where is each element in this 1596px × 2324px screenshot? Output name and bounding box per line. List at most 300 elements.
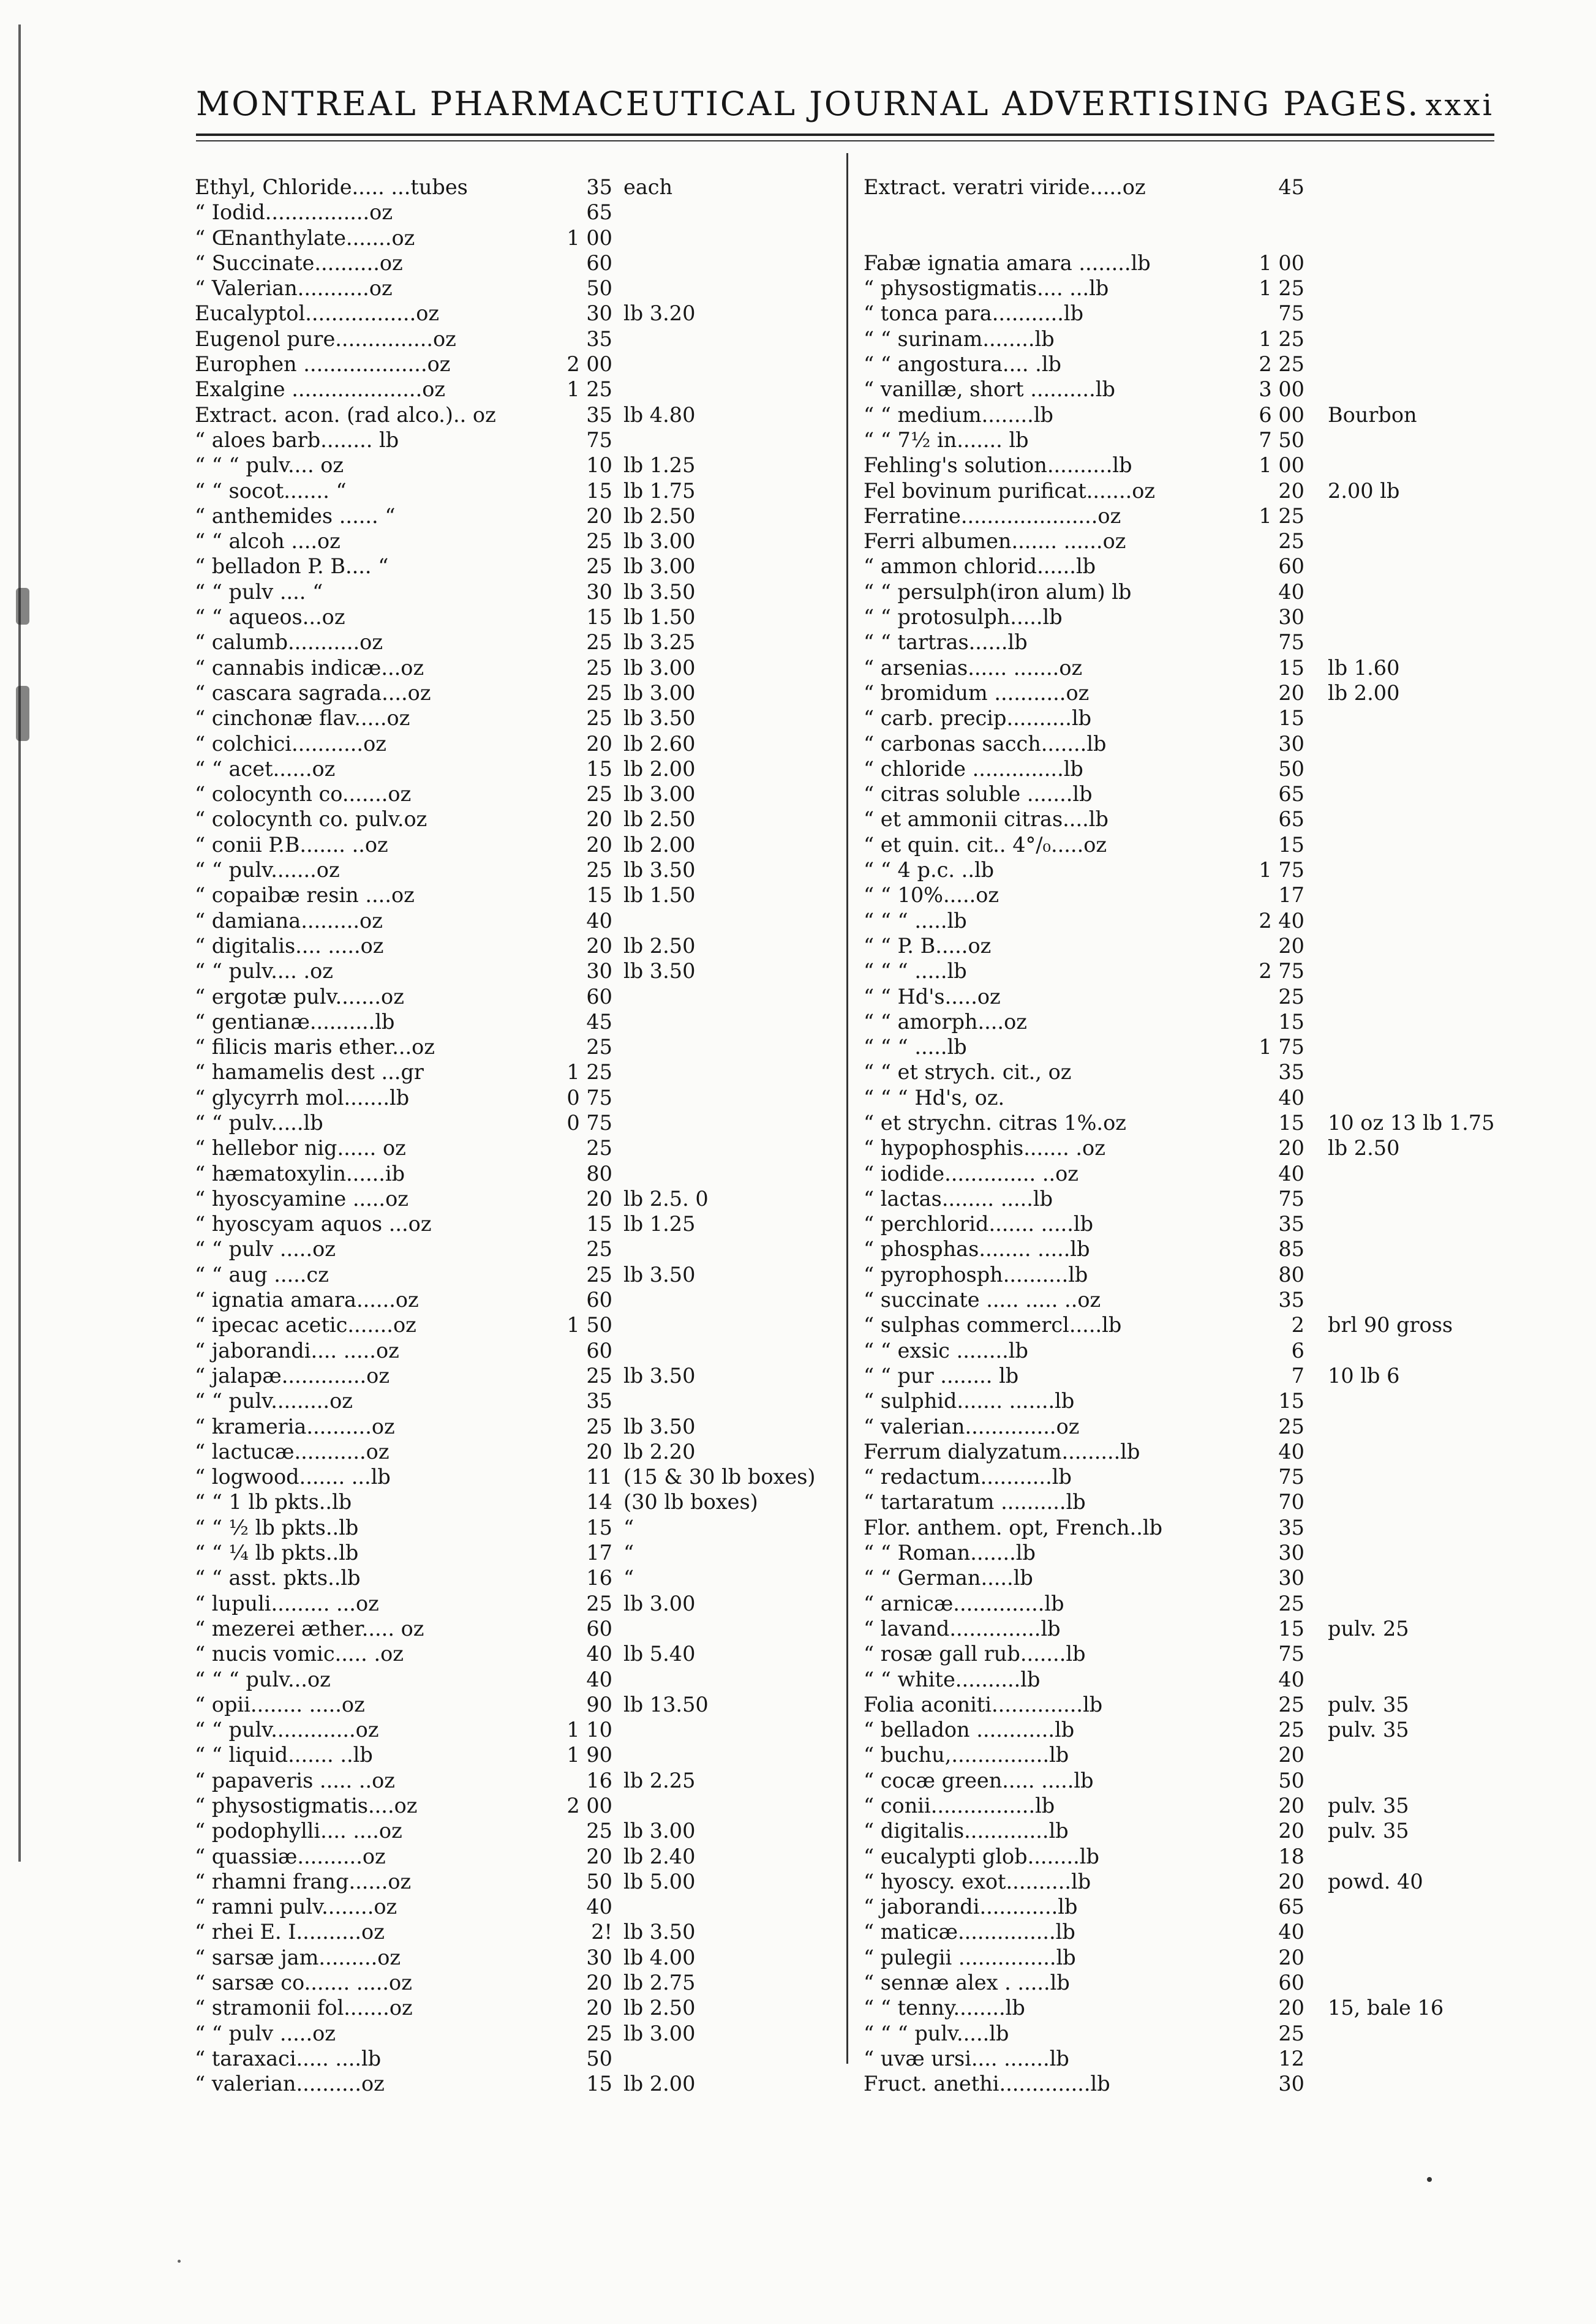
price-list-row <box>864 326 1500 352</box>
item-price: 40 <box>1278 579 1304 604</box>
price-list-row <box>195 1869 838 1894</box>
item-price: 30 <box>1278 731 1304 756</box>
item-note: lb 1.75 <box>623 478 696 503</box>
item-price: 30 <box>1278 1541 1304 1565</box>
item-price: 20 <box>1278 1794 1304 1818</box>
item-price: 65 <box>1278 782 1304 807</box>
item-note: lb 5.40 <box>623 1642 696 1666</box>
item-price: 75 <box>1278 301 1304 326</box>
item-price: 90 <box>586 1692 612 1717</box>
item-price: 40 <box>1278 1085 1304 1110</box>
price-list-row <box>864 857 1500 882</box>
item-note: lb 3.00 <box>623 554 696 579</box>
item-price: 25 <box>1278 1591 1304 1615</box>
item-name: Fel bovinum purificat.......oz <box>864 478 1156 503</box>
item-name: “ eucalypti glob........lb <box>864 1844 1099 1868</box>
price-list-row <box>864 1135 1500 1160</box>
item-price: 65 <box>586 200 612 225</box>
price-list-row <box>864 1793 1500 1818</box>
item-price: 40 <box>586 908 612 933</box>
item-name: “ hamamelis dest ...gr <box>195 1060 424 1085</box>
price-list-row <box>195 301 838 326</box>
item-price: 15 <box>1278 655 1304 680</box>
item-name: “ arnicæ..............lb <box>864 1591 1064 1615</box>
item-price: 18 <box>1278 1844 1304 1868</box>
item-price: 15 <box>1278 1009 1304 1034</box>
item-name: “ “ “ pulv...oz <box>195 1667 331 1691</box>
item-name: “ “ pulv .....oz <box>195 1237 336 1262</box>
item-name: “ conii P.B....... ..oz <box>195 832 388 857</box>
price-list-row <box>195 1692 838 1717</box>
item-price: 1 25 <box>1259 503 1304 528</box>
item-note: lb 2.50 <box>623 503 696 528</box>
price-list-row <box>195 1312 838 1337</box>
item-name: “ sulphas commercl.....lb <box>864 1313 1122 1337</box>
item-note: lb 3.00 <box>623 655 696 680</box>
item-price: 2 40 <box>1259 908 1304 933</box>
item-price: 40 <box>1278 1439 1304 1464</box>
price-list-row <box>864 1287 1500 1312</box>
item-name: “ vanillæ, short ..........lb <box>864 377 1115 402</box>
price-list-row <box>864 933 1500 958</box>
item-name: “ rosæ gall rub.......lb <box>864 1642 1086 1666</box>
price-list-row <box>864 781 1500 807</box>
item-price: 0 75 <box>567 1110 612 1135</box>
item-price: 1 75 <box>1259 1035 1304 1059</box>
item-name: “ citras soluble .......lb <box>864 782 1093 807</box>
item-name: Fehling's solution..........lb <box>864 453 1132 478</box>
item-name: “ “ “ pulv.....lb <box>864 2021 1009 2045</box>
item-note: lb 1.50 <box>623 883 696 908</box>
item-price: 25 <box>586 782 612 807</box>
price-list-row <box>195 250 838 276</box>
price-list-row <box>195 402 838 427</box>
price-list-row <box>195 200 838 225</box>
item-price: 20 <box>1278 680 1304 705</box>
item-name: “ Valerian...........oz <box>195 276 393 301</box>
item-price: 25 <box>586 630 612 655</box>
item-note: brl 90 gross <box>1328 1313 1453 1337</box>
item-price: 25 <box>586 680 612 705</box>
item-price: 16 <box>586 1768 612 1792</box>
item-note: lb 2.00 <box>623 2072 696 2096</box>
item-name: “ rhamni frang......oz <box>195 1869 412 1893</box>
price-list-row <box>195 1742 838 1767</box>
item-name: “ iodide.............. ..oz <box>864 1161 1078 1186</box>
item-price: 1 10 <box>567 1718 612 1742</box>
header-rule <box>196 133 1494 136</box>
item-name: “ opii........ .....oz <box>195 1692 365 1717</box>
price-list-row <box>864 2021 1500 2046</box>
item-name: “ pulegii ...............lb <box>864 1945 1076 1969</box>
page-edge-binding <box>18 24 29 1862</box>
price-list-row <box>195 1768 838 1793</box>
item-price: 75 <box>1278 630 1304 655</box>
price-list-row <box>195 1135 838 1160</box>
item-name: “ conii................lb <box>864 1794 1055 1818</box>
item-price: 20 <box>586 731 612 756</box>
item-name: “ cinchonæ flav.....oz <box>195 706 410 731</box>
price-list-row <box>195 427 838 453</box>
price-list-row <box>195 756 838 781</box>
item-name: “ “ “ pulv.... oz <box>195 453 344 478</box>
price-list-row <box>864 705 1500 731</box>
item-price: 20 <box>586 1971 612 1995</box>
price-list-row <box>195 2071 838 2096</box>
price-list-row <box>195 1717 838 1742</box>
item-price: 75 <box>1278 1642 1304 1666</box>
item-note: lb 2.40 <box>623 1844 696 1868</box>
price-list-row <box>195 857 838 882</box>
price-list-row <box>864 1742 1500 1767</box>
item-note: pulv. 35 <box>1328 1692 1409 1717</box>
item-note: lb 3.00 <box>623 782 696 807</box>
item-name: “ sennæ alex . .....lb <box>864 1971 1070 1995</box>
item-name: “ hyoscyam aquos ...oz <box>195 1212 432 1236</box>
item-note: each <box>623 175 673 199</box>
item-price: 1 25 <box>567 1060 612 1085</box>
price-list-row <box>195 579 838 604</box>
item-note: lb 3.50 <box>623 1414 696 1438</box>
item-name: Ferrum dialyzatum.........lb <box>864 1439 1140 1464</box>
price-list-row <box>195 326 838 352</box>
item-name: “ sarsæ jam.........oz <box>195 1945 401 1969</box>
price-list-row <box>195 1995 838 2020</box>
item-name: “ valerian..............oz <box>864 1414 1080 1438</box>
item-price: 25 <box>586 1035 612 1059</box>
item-price: 25 <box>586 554 612 579</box>
price-list-row <box>195 781 838 807</box>
item-price: 60 <box>586 984 612 1009</box>
item-price: 2 <box>1291 1313 1304 1337</box>
price-list-row <box>195 832 838 857</box>
price-list-row <box>195 352 838 377</box>
item-note: Bourbon <box>1328 402 1417 427</box>
item-name: “ “ pulv .....oz <box>195 2021 336 2045</box>
price-list-row <box>864 655 1500 680</box>
item-note: lb 3.50 <box>623 858 696 882</box>
item-price: 30 <box>1278 1566 1304 1590</box>
item-name: “ “ pulv.... .oz <box>195 959 333 983</box>
item-price: 25 <box>586 1591 612 1615</box>
price-list-row <box>195 1110 838 1135</box>
item-name: “ colocynth co.......oz <box>195 782 412 807</box>
price-list-row <box>195 1161 838 1186</box>
price-list-row <box>195 1034 838 1059</box>
price-list-row <box>864 1236 1500 1262</box>
price-list-row <box>195 1211 838 1236</box>
item-note: “ <box>623 1566 634 1590</box>
price-list-row <box>195 1236 838 1262</box>
item-note: lb 2.75 <box>623 1971 696 1995</box>
item-name: Eugenol pure...............oz <box>195 326 456 351</box>
item-price: 30 <box>586 301 612 326</box>
item-price: 25 <box>586 655 612 680</box>
item-name: Eucalyptol.................oz <box>195 301 440 326</box>
item-name: Folia aconiti..............lb <box>864 1692 1103 1717</box>
price-list-row <box>864 1211 1500 1236</box>
item-note: lb 2.5. 0 <box>623 1186 709 1211</box>
item-price: 25 <box>1278 1414 1304 1438</box>
item-name: “ “ persulph(iron alum) lb <box>864 579 1132 604</box>
item-name: “ stramonii fol.......oz <box>195 1996 413 2020</box>
price-list-row <box>864 1894 1500 1919</box>
item-note: lb 1.50 <box>623 605 696 630</box>
item-price: 6 <box>1291 1338 1304 1363</box>
item-price: 50 <box>1278 1768 1304 1792</box>
item-name: “ “ “ .....lb <box>864 908 967 933</box>
item-price: 30 <box>586 1945 612 1969</box>
item-price: 40 <box>586 1667 612 1691</box>
price-list-row <box>195 807 838 832</box>
item-price: 20 <box>1278 1819 1304 1843</box>
item-name: “ krameria..........oz <box>195 1414 395 1438</box>
item-name: “ mezerei æther..... oz <box>195 1616 424 1641</box>
item-name: “ “ “ .....lb <box>864 959 967 983</box>
item-note: lb 3.50 <box>623 579 696 604</box>
page-title: MONTREAL PHARMACEUTICAL JOURNAL ADVERTISING PAGES. <box>196 85 1420 123</box>
item-price: 85 <box>1278 1237 1304 1262</box>
item-name: “ “ socot....... “ <box>195 478 347 503</box>
item-price: 80 <box>1278 1262 1304 1287</box>
page-edge-mark <box>16 588 29 625</box>
price-list-row <box>195 705 838 731</box>
item-name: “ nucis vomic..... .oz <box>195 1642 404 1666</box>
price-list-row <box>864 1161 1500 1186</box>
item-name: “ Œnanthylate.......oz <box>195 225 415 250</box>
item-price: 20 <box>1278 1945 1304 1969</box>
item-note: 10 oz 13 lb 1.75 <box>1328 1110 1495 1135</box>
item-price: 1 00 <box>1259 453 1304 478</box>
item-name: “ jaborandi............lb <box>864 1895 1078 1919</box>
item-price: 75 <box>586 427 612 452</box>
item-price: 20 <box>1278 1136 1304 1160</box>
item-price: 1 00 <box>567 225 612 250</box>
item-name: “ digitalis.... .....oz <box>195 933 384 958</box>
item-note: (15 & 30 lb boxes) <box>623 1465 816 1489</box>
item-name: “ “ ½ lb pkts..lb <box>195 1515 359 1540</box>
item-name: “ aloes barb........ lb <box>195 427 399 452</box>
price-list-row <box>195 503 838 528</box>
item-name: “ “ aqueos...oz <box>195 605 345 630</box>
price-list-row <box>195 1085 838 1110</box>
price-list-row <box>195 1262 838 1287</box>
item-name: Fabæ ignatia amara ........lb <box>864 250 1151 275</box>
price-list-row <box>864 554 1500 579</box>
item-name: “ pyrophosph..........lb <box>864 1262 1088 1287</box>
item-name: “ “ asst. pkts..lb <box>195 1566 361 1590</box>
item-name: “ hypophosphis....... .oz <box>864 1136 1105 1160</box>
item-note: 2.00 lb <box>1328 478 1400 503</box>
price-list-row <box>864 1515 1500 1540</box>
price-list-row <box>195 882 838 908</box>
item-name: “ ammon chlorid......lb <box>864 554 1096 579</box>
price-list-row <box>864 427 1500 453</box>
item-note: lb 4.00 <box>623 1945 696 1969</box>
page-edge-mark <box>16 686 29 741</box>
item-price: 35 <box>586 1389 612 1413</box>
item-note: lb 2.50 <box>623 807 696 832</box>
item-price: 1 25 <box>567 377 612 402</box>
item-note: lb 2.00 <box>1328 680 1400 705</box>
item-price: 60 <box>586 1338 612 1363</box>
ink-speck <box>178 2260 181 2263</box>
price-list-row <box>864 225 1500 250</box>
item-price: 12 <box>1278 2046 1304 2070</box>
price-list-row <box>195 1059 838 1085</box>
price-list-row <box>195 680 838 705</box>
item-price: 20 <box>1278 1869 1304 1893</box>
item-price: 25 <box>586 1136 612 1160</box>
item-price: 7 <box>1291 1363 1304 1388</box>
price-list-row <box>864 352 1500 377</box>
item-name: “ “ 7½ in....... lb <box>864 427 1029 452</box>
price-list-row <box>864 1110 1500 1135</box>
price-list-row <box>195 175 838 200</box>
price-list-row <box>195 1616 838 1641</box>
item-price: 20 <box>586 1996 612 2020</box>
item-name: “ sulphid....... .......lb <box>864 1389 1075 1413</box>
item-note: lb 3.50 <box>623 959 696 983</box>
price-list-row <box>195 1439 838 1464</box>
item-price: 15 <box>586 605 612 630</box>
item-name: “ physostigmatis.... ...lb <box>864 276 1109 301</box>
item-note: lb 4.80 <box>623 402 696 427</box>
item-price: 25 <box>586 529 612 554</box>
item-note: lb 2.50 <box>623 933 696 958</box>
item-price: 30 <box>1278 605 1304 630</box>
item-note: pulv. 35 <box>1328 1718 1409 1742</box>
price-list-row <box>864 1869 1500 1894</box>
item-name: “ calumb...........oz <box>195 630 383 655</box>
price-list-row <box>864 604 1500 630</box>
item-note: lb 3.00 <box>623 1591 696 1615</box>
item-price: 50 <box>586 1869 612 1893</box>
price-list-row <box>864 1591 1500 1616</box>
price-list-row <box>864 807 1500 832</box>
item-price: 10 <box>586 453 612 478</box>
price-list-right-column <box>864 175 1500 2097</box>
item-name: “ “ tenny........lb <box>864 1996 1025 2020</box>
price-list-row <box>864 908 1500 933</box>
item-price: 25 <box>586 706 612 731</box>
price-list-row <box>195 908 838 933</box>
price-list-row <box>864 1692 1500 1717</box>
item-price: 1 25 <box>1259 326 1304 351</box>
item-price: 1 50 <box>567 1313 612 1337</box>
price-list-row <box>864 175 1500 200</box>
price-list-row <box>864 1363 1500 1388</box>
price-list-row <box>864 1414 1500 1439</box>
item-price: 35 <box>586 402 612 427</box>
item-price: 30 <box>586 959 612 983</box>
item-price: 1 75 <box>1259 858 1304 882</box>
price-list-row <box>864 832 1500 857</box>
item-price: 2 00 <box>567 1794 612 1818</box>
price-list-row <box>195 1489 838 1514</box>
item-note: lb 1.25 <box>623 1212 696 1236</box>
price-list-row <box>864 958 1500 983</box>
item-price: 60 <box>586 1288 612 1312</box>
item-name: “ “ alcoh ....oz <box>195 529 341 554</box>
price-list-row <box>195 1641 838 1666</box>
page-number: xxxi <box>1425 88 1494 122</box>
item-price: 40 <box>586 1895 612 1919</box>
item-price: 15 <box>1278 1616 1304 1641</box>
item-price: 60 <box>586 250 612 275</box>
item-name: “ chloride ..............lb <box>864 756 1083 781</box>
item-price: 20 <box>586 1844 612 1868</box>
price-list-row <box>864 1312 1500 1337</box>
item-price: 20 <box>586 832 612 857</box>
item-price: 15 <box>586 1515 612 1540</box>
item-price: 20 <box>586 933 612 958</box>
item-name: “ lactucæ...........oz <box>195 1439 390 1464</box>
item-price: 60 <box>1278 554 1304 579</box>
item-name: “ “ pulv.....lb <box>195 1110 323 1135</box>
price-list-row <box>864 579 1500 604</box>
item-note: 10 lb 6 <box>1328 1363 1400 1388</box>
price-list-row <box>864 1565 1500 1590</box>
item-price: 15 <box>586 883 612 908</box>
item-name: “ carb. precip..........lb <box>864 706 1092 731</box>
price-list-row <box>864 1085 1500 1110</box>
price-list-row <box>864 984 1500 1009</box>
item-note: lb 2.50 <box>623 1996 696 2020</box>
item-name: “ “ Hd's.....oz <box>864 984 1001 1009</box>
price-list-row <box>195 453 838 478</box>
price-list-row <box>195 1591 838 1616</box>
price-list-row <box>864 1439 1500 1464</box>
item-price: 15 <box>586 478 612 503</box>
item-price: 20 <box>586 1186 612 1211</box>
price-list-row <box>864 1338 1500 1363</box>
item-name: “ taraxaci..... ....lb <box>195 2046 382 2070</box>
item-price: 50 <box>1278 756 1304 781</box>
item-note: powd. 40 <box>1328 1869 1423 1893</box>
item-note: lb 2.50 <box>1328 1136 1400 1160</box>
item-name: Flor. anthem. opt, French..lb <box>864 1515 1163 1540</box>
item-price: 20 <box>586 807 612 832</box>
item-price: 20 <box>1278 933 1304 958</box>
item-price: 17 <box>1278 883 1304 908</box>
item-price: 15 <box>586 756 612 781</box>
item-name: “ redactum...........lb <box>864 1465 1072 1489</box>
item-note: lb 3.00 <box>623 2021 696 2045</box>
price-list-row <box>195 1464 838 1489</box>
price-list-row <box>195 1565 838 1590</box>
item-price: 25 <box>586 1414 612 1438</box>
item-name: “ “ acet......oz <box>195 756 336 781</box>
item-name: “ ergotæ pulv.......oz <box>195 984 404 1009</box>
item-price: 75 <box>1278 1186 1304 1211</box>
item-price: 45 <box>586 1009 612 1034</box>
item-name: “ “ P. B.....oz <box>864 933 992 958</box>
item-price: 50 <box>586 2046 612 2070</box>
item-note: lb 3.25 <box>623 630 696 655</box>
price-list-row <box>195 1515 838 1540</box>
item-name: “ phosphas........ .....lb <box>864 1237 1090 1262</box>
item-price: 25 <box>586 1819 612 1843</box>
item-name: “ “ “ .....lb <box>864 1035 967 1059</box>
item-price: 25 <box>586 2021 612 2045</box>
item-name: “ “ ¼ lb pkts..lb <box>195 1541 359 1565</box>
item-price: 40 <box>586 1642 612 1666</box>
item-name: “ damiana.........oz <box>195 908 383 933</box>
item-name: “ cascara sagrada....oz <box>195 680 431 705</box>
price-list-row <box>864 756 1500 781</box>
price-list-row <box>864 1009 1500 1034</box>
